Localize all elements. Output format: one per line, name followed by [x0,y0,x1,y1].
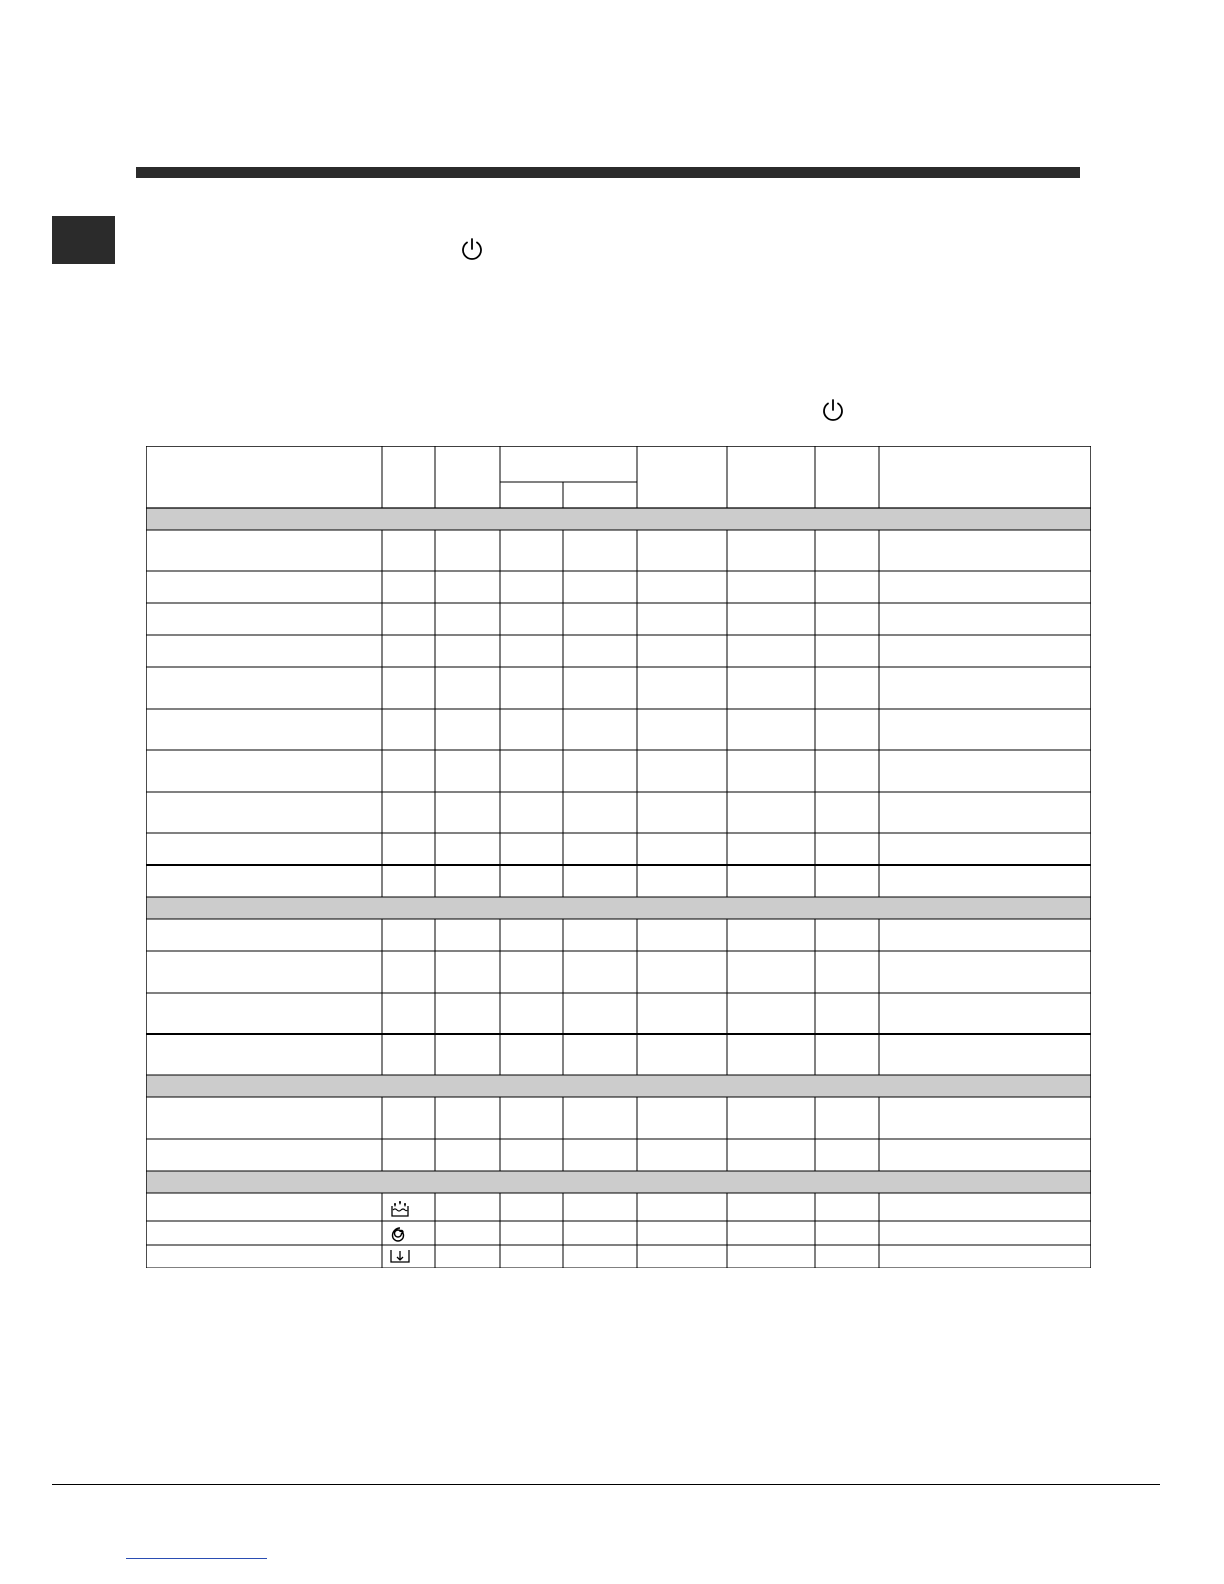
table-group-row [146,897,1091,919]
drain-icon [389,1245,411,1267]
power-icon [820,397,846,423]
table-group-row [146,508,1091,530]
footer-rule [52,1484,1160,1485]
spin-icon [389,1221,411,1243]
footer-link[interactable] [126,1558,267,1559]
table-group-row [146,1171,1091,1193]
header-bar [136,167,1080,178]
table-group-row [146,1075,1091,1097]
programme-table [146,446,1091,1268]
power-icon [459,236,485,262]
rinse-icon [389,1197,411,1219]
section-tab [52,216,115,264]
